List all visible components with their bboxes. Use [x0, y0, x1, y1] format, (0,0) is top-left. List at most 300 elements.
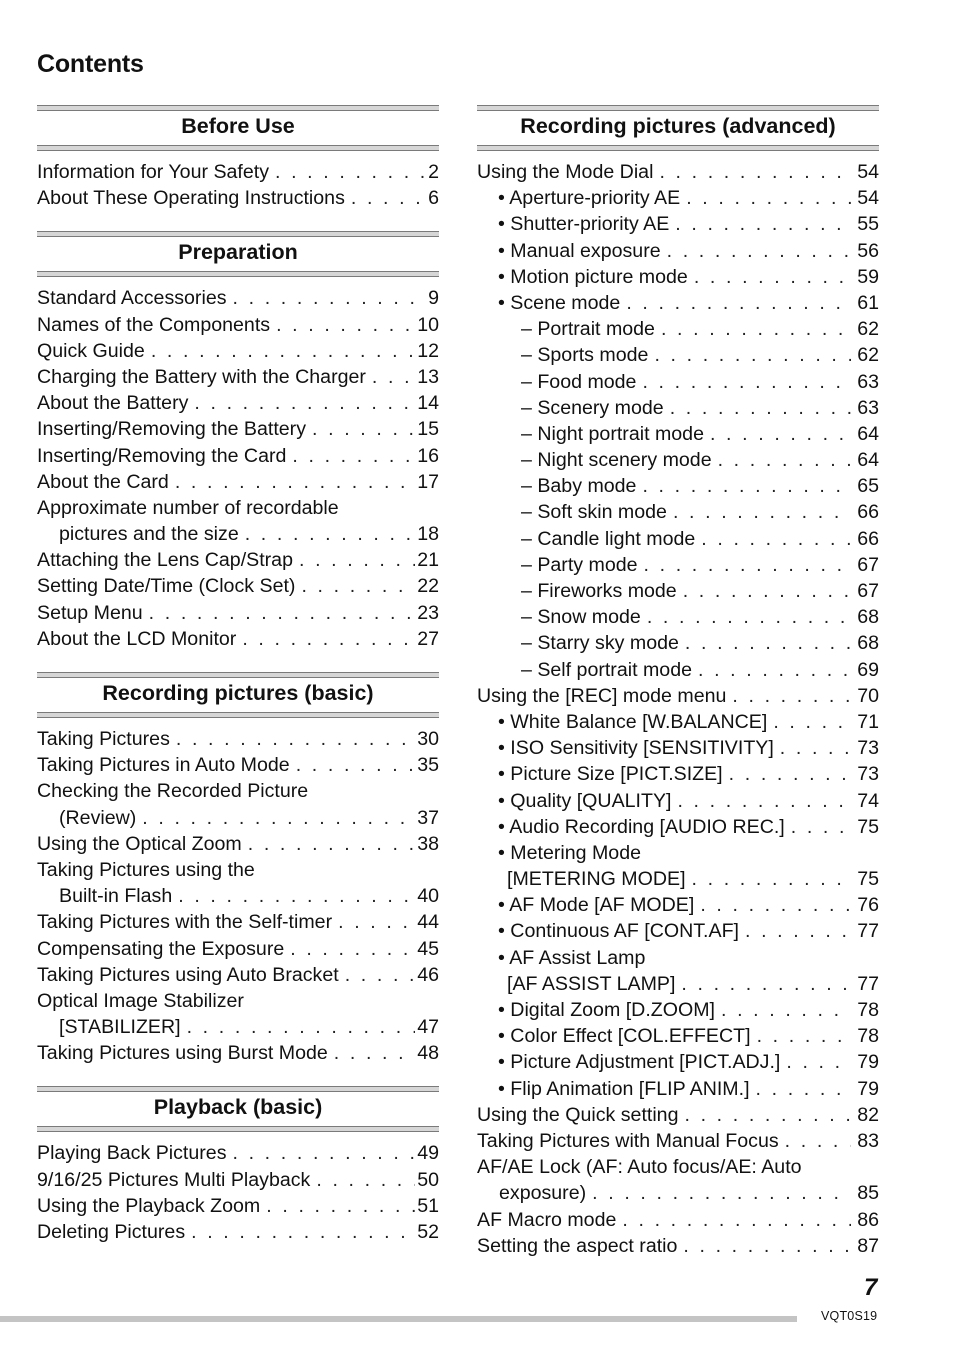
dot-leader [142, 805, 415, 831]
section-heading [37, 1086, 439, 1132]
toc-entry[interactable] [37, 1040, 439, 1066]
dot-leader [233, 1140, 416, 1166]
toc-section-preparation [37, 231, 439, 652]
toc-entry-label: About These Operating Instructions [37, 187, 345, 210]
toc-entry-page: 54 [857, 187, 879, 210]
toc-right-column [477, 105, 879, 1259]
toc-entry-page: 18 [417, 523, 439, 546]
toc-entry-page: 22 [417, 575, 439, 598]
toc-entry[interactable] [37, 285, 439, 311]
toc-entry[interactable] [37, 547, 439, 573]
dot-leader [187, 1014, 416, 1040]
toc-entry[interactable] [37, 988, 439, 1014]
toc-entry-label: • Color Effect [COL.EFFECT] [498, 1025, 751, 1048]
toc-entry-page: 47 [417, 1016, 439, 1039]
dot-leader [275, 159, 426, 185]
dot-leader [338, 909, 415, 935]
toc-entry-label: – Sports mode [521, 344, 649, 367]
dot-leader [732, 683, 851, 709]
toc-entry[interactable] [477, 447, 879, 473]
toc-entry[interactable] [477, 866, 879, 892]
toc-section-recording-pictures-basic [37, 672, 439, 1066]
toc-entry-label: • Flip Animation [FLIP ANIM.] [498, 1077, 750, 1100]
toc-entry-label: [METERING MODE] [507, 868, 686, 891]
toc-entry-label: – Soft skin mode [521, 501, 667, 524]
page-number: 7 [864, 1274, 878, 1301]
toc-entry-page: 6 [428, 187, 439, 210]
toc-entry[interactable] [37, 726, 439, 752]
toc-entry-page: 74 [857, 789, 879, 812]
toc-entry-page: 17 [417, 470, 439, 493]
section-heading-text: Before Use [181, 114, 295, 138]
toc-entry-label: Inserting/Removing the Card [37, 444, 287, 467]
toc-section-playback-basic [37, 1086, 439, 1245]
toc-entry-label: • Digital Zoom [D.ZOOM] [498, 999, 715, 1021]
toc-entry-label: AF/AE Lock (AF: Auto focus/AE: Auto [477, 1156, 802, 1179]
toc-entry-page: 83 [857, 1129, 879, 1152]
toc-entry-page: 40 [417, 885, 439, 908]
dot-leader [685, 630, 851, 656]
toc-entry[interactable] [37, 1193, 439, 1219]
toc-entry[interactable] [477, 840, 879, 866]
toc-entry-page: 64 [857, 422, 879, 445]
toc-entry[interactable] [477, 814, 879, 840]
toc-entry[interactable] [477, 342, 879, 368]
toc-entry-page: 75 [857, 815, 879, 838]
toc-entry-label: • Continuous AF [CONT.AF] [498, 920, 739, 943]
toc-entry-label: Using the Quick setting [477, 1103, 679, 1126]
toc-entry[interactable] [477, 630, 879, 656]
toc-entry-page: 87 [857, 1234, 879, 1257]
dot-leader [176, 726, 415, 752]
toc-entry-label: Approximate number of recordable [37, 496, 339, 519]
toc-entry[interactable] [37, 831, 439, 857]
dot-leader [642, 473, 851, 499]
heading-rule-top [37, 105, 439, 111]
toc-entry[interactable] [477, 369, 879, 395]
dot-leader [276, 312, 415, 338]
toc-entry[interactable] [477, 395, 879, 421]
toc-entry-label: • Shutter-priority AE [498, 213, 670, 236]
toc-entry-label: Taking Pictures in Auto Mode [37, 754, 290, 777]
dot-leader [301, 573, 415, 599]
toc-entry-label: Information for Your Safety [37, 161, 269, 183]
toc-entry[interactable] [477, 971, 879, 997]
toc-entry-page: 73 [857, 763, 879, 786]
toc-entry-label: About the LCD Monitor [37, 627, 237, 650]
toc-entry[interactable] [37, 752, 439, 778]
dot-leader [683, 1233, 851, 1259]
toc-entry-page: 30 [417, 728, 439, 750]
toc-entry-label: Taking Pictures using Auto Bracket [37, 963, 339, 986]
dot-leader [673, 499, 851, 525]
toc-entry[interactable] [477, 1102, 879, 1128]
toc-entry[interactable] [37, 805, 439, 831]
dot-leader [729, 761, 851, 787]
toc-entry-page: 50 [417, 1168, 439, 1191]
dot-leader [773, 709, 851, 735]
toc-entry[interactable] [37, 159, 439, 185]
toc-entry-page: 67 [857, 553, 879, 576]
dot-leader [299, 547, 415, 573]
dot-leader [692, 866, 851, 892]
toc-entry[interactable] [37, 416, 439, 442]
dot-leader [647, 604, 851, 630]
toc-entry-page: 76 [857, 894, 879, 917]
toc-entry[interactable] [477, 290, 879, 316]
heading-rule-bottom [477, 145, 879, 151]
dot-leader [642, 369, 851, 395]
dot-leader [312, 416, 415, 442]
toc-entry-label: – Candle light mode [521, 527, 696, 550]
toc-entry-page: 54 [857, 161, 879, 183]
dot-leader [622, 1207, 851, 1233]
toc-entry-page: 51 [417, 1194, 439, 1217]
toc-entry-label: Attaching the Lens Cap/Strap [37, 549, 293, 572]
toc-entry-label: Setting Date/Time (Clock Set) [37, 575, 296, 598]
toc-entry-page: 35 [417, 754, 439, 777]
toc-entry-label: • AF Assist Lamp [498, 946, 646, 969]
footer-divider [0, 1316, 797, 1322]
toc-entry-label: • AF Mode [AF MODE] [498, 894, 695, 917]
toc-entry-page: 63 [857, 370, 879, 393]
dot-leader [700, 892, 851, 918]
toc-entry-page: 48 [417, 1042, 439, 1065]
section-heading-text: Preparation [178, 240, 298, 265]
toc-entry[interactable] [477, 526, 879, 552]
toc-entry[interactable] [477, 1180, 879, 1206]
toc-entry-label: Taking Pictures using the [37, 858, 255, 881]
toc-section-before-use [37, 105, 439, 211]
dot-leader [686, 185, 851, 211]
dot-leader [698, 657, 851, 683]
dot-leader [149, 600, 416, 626]
toc-entry-label: Names of the Components [37, 313, 271, 336]
toc-entry[interactable] [37, 443, 439, 469]
toc-entry-label: • Motion picture mode [498, 265, 688, 288]
toc-entry-label: Taking Pictures [37, 728, 170, 750]
toc-entry[interactable] [477, 499, 879, 525]
toc-entry[interactable] [37, 338, 439, 364]
dot-leader [292, 443, 415, 469]
toc-entry[interactable] [477, 264, 879, 290]
toc-entry-label: – Starry sky mode [521, 632, 679, 655]
toc-entry[interactable] [37, 390, 439, 416]
toc-entry-page: 78 [857, 1025, 879, 1048]
toc-entry-label: – Night scenery mode [521, 449, 712, 472]
toc-entry-page: 63 [857, 396, 879, 419]
toc-entry-label: exposure) [499, 1182, 587, 1205]
toc-entry-label: Optical Image Stabilizer [37, 989, 244, 1012]
toc-entry[interactable] [477, 604, 879, 630]
toc-entry-label: Compensating the Exposure [37, 937, 285, 960]
toc-entry-label: • Manual exposure [498, 239, 661, 262]
toc-entry-label: Using the [REC] mode menu [477, 684, 727, 707]
toc-entry[interactable] [37, 909, 439, 935]
section-heading [37, 105, 439, 151]
toc-entry-label: Standard Accessories [37, 287, 227, 310]
toc-entry-page: 78 [857, 999, 879, 1021]
toc-entry-label: Playing Back Pictures [37, 1142, 227, 1165]
toc-entry-label: [STABILIZER] [59, 1016, 181, 1039]
toc-entry-label: – Scenery mode [521, 396, 664, 419]
toc-entry-label: Using the Playback Zoom [37, 1194, 261, 1217]
toc-entry[interactable] [37, 364, 439, 390]
dot-leader [626, 290, 851, 316]
toc-entry[interactable] [477, 578, 879, 604]
toc-entry-label: Setup Menu [37, 601, 143, 624]
toc-entry-page: 85 [857, 1182, 879, 1205]
dot-leader [745, 918, 851, 944]
toc-entry-page: 15 [417, 418, 439, 441]
toc-entry-label: • ISO Sensitivity [SENSITIVITY] [498, 737, 774, 760]
toc-entry-label: – Fireworks mode [521, 580, 677, 602]
toc-entry[interactable] [37, 778, 439, 804]
toc-entry[interactable] [477, 1128, 879, 1154]
toc-entry[interactable] [37, 495, 439, 521]
document-code: VQT0S19 [821, 1309, 878, 1323]
toc-entry[interactable] [37, 1219, 439, 1245]
toc-entry-page: 67 [857, 580, 879, 602]
toc-entry[interactable] [37, 1140, 439, 1166]
toc-entry[interactable] [37, 573, 439, 599]
toc-entry-page: 13 [417, 365, 439, 388]
toc-entry[interactable] [477, 1049, 879, 1075]
dot-leader [757, 1023, 851, 1049]
toc-entry-page: 68 [857, 606, 879, 629]
dot-leader [785, 1128, 851, 1154]
toc-entry[interactable] [477, 788, 879, 814]
toc-entry-label: Using the Mode Dial [477, 161, 654, 183]
toc-entry[interactable] [477, 1233, 879, 1259]
toc-entry-page: 59 [857, 265, 879, 288]
heading-rule-bottom [37, 1126, 439, 1132]
toc-entry[interactable] [477, 735, 879, 761]
section-heading-text: Playback (basic) [153, 1095, 323, 1120]
toc-entry[interactable] [37, 600, 439, 626]
toc-entry-page: 12 [417, 339, 439, 362]
toc-entry[interactable] [37, 1167, 439, 1193]
toc-entry-label: – Food mode [521, 370, 637, 393]
dot-leader [296, 752, 416, 778]
toc-entry-page: 70 [857, 684, 879, 707]
dot-leader [178, 883, 415, 909]
heading-rule-bottom [37, 271, 439, 277]
dot-leader [175, 469, 415, 495]
dot-leader [592, 1180, 851, 1206]
dot-leader [701, 526, 851, 552]
toc-entry-label: – Self portrait mode [521, 658, 692, 681]
dot-leader [681, 971, 851, 997]
dot-leader [242, 626, 415, 652]
toc-entry[interactable] [477, 238, 879, 264]
toc-entry-label: Deleting Pictures [37, 1221, 186, 1243]
toc-entry-page: 82 [857, 1103, 879, 1126]
dot-leader [334, 1040, 415, 1066]
toc-entry[interactable] [477, 945, 879, 971]
dot-leader [721, 997, 851, 1023]
toc-entry-page: 77 [857, 972, 879, 995]
toc-entry[interactable] [477, 211, 879, 237]
toc-entry[interactable] [477, 316, 879, 342]
toc-entry[interactable] [477, 185, 879, 211]
dot-leader [677, 788, 851, 814]
dot-leader [266, 1193, 415, 1219]
dot-leader [791, 814, 851, 840]
toc-entry[interactable] [477, 918, 879, 944]
toc-entry-label: Taking Pictures with the Self-timer [37, 911, 333, 934]
toc-entry[interactable] [37, 883, 439, 909]
toc-entry[interactable] [37, 312, 439, 338]
page-title: Contents [37, 50, 144, 78]
toc-entry-page: 45 [417, 937, 439, 960]
toc-entry-page: 66 [857, 527, 879, 550]
toc-entry[interactable] [37, 185, 439, 211]
toc-entry-label: Using the Optical Zoom [37, 832, 242, 855]
toc-entry-page: 46 [417, 963, 439, 986]
heading-rule-top [37, 672, 439, 678]
toc-entry[interactable] [477, 761, 879, 787]
toc-entry[interactable] [477, 552, 879, 578]
section-heading-text: Recording pictures (advanced) [520, 114, 836, 138]
dot-leader [290, 936, 415, 962]
dot-leader [372, 364, 415, 390]
toc-entry-label: AF Macro mode [477, 1208, 617, 1231]
toc-entry-label: • Picture Size [PICT.SIZE] [498, 763, 723, 786]
toc-entry-label: Inserting/Removing the Battery [37, 418, 307, 441]
toc-entry-page: 66 [857, 501, 879, 524]
toc-entry-page: 9 [428, 287, 439, 310]
dot-leader [661, 316, 851, 342]
toc-entry-label: • Quality [QUALITY] [498, 789, 672, 812]
toc-entry-page: 69 [857, 658, 879, 681]
toc-entry[interactable] [477, 683, 879, 709]
toc-entry-label: • Scene mode [498, 291, 621, 314]
dot-leader [756, 1076, 851, 1102]
toc-entry-page: 16 [417, 444, 439, 467]
dot-leader [667, 238, 851, 264]
toc-entry-label: Charging the Battery with the Charger [37, 365, 366, 388]
toc-entry-label: Checking the Recorded Picture [37, 780, 309, 803]
toc-entry[interactable] [37, 936, 439, 962]
toc-section-recording-pictures-advanced [477, 105, 879, 1259]
toc-entry-page: 64 [857, 449, 879, 472]
toc-entry-label: – Party mode [521, 553, 638, 576]
dot-leader [670, 395, 851, 421]
toc-entry-page: 77 [857, 920, 879, 943]
toc-entry-page: 52 [417, 1221, 439, 1243]
dot-leader [351, 185, 426, 211]
heading-rule-top [37, 1086, 439, 1092]
toc-entry-page: 71 [857, 710, 879, 733]
toc-entry-label: – Night portrait mode [521, 422, 704, 445]
toc-entry[interactable] [37, 1014, 439, 1040]
dot-leader [151, 338, 415, 364]
section-heading-text: Recording pictures (basic) [102, 681, 374, 705]
toc-entry-page: 49 [417, 1142, 439, 1165]
toc-entry[interactable] [477, 1076, 879, 1102]
dot-leader [191, 1219, 415, 1245]
dot-leader [316, 1167, 415, 1193]
section-heading [37, 672, 439, 718]
toc-entry-label: 9/16/25 Pictures Multi Playback [37, 1168, 311, 1191]
heading-rule-bottom [37, 145, 439, 151]
toc-entry-label: • Aperture-priority AE [498, 187, 681, 210]
toc-entry[interactable] [37, 962, 439, 988]
dot-leader [710, 421, 851, 447]
toc-entry[interactable] [477, 709, 879, 735]
toc-entry[interactable] [37, 521, 439, 547]
toc-entry-page: 37 [417, 806, 439, 829]
dot-leader [694, 264, 851, 290]
toc-entry[interactable] [477, 159, 879, 185]
toc-entry-label: [AF ASSIST LAMP] [507, 972, 676, 995]
toc-entry-label: About the Battery [37, 392, 189, 415]
toc-entry[interactable] [477, 421, 879, 447]
toc-entry-label: Built-in Flash [59, 885, 173, 908]
toc-entry[interactable] [477, 657, 879, 683]
toc-entry[interactable] [477, 1154, 879, 1180]
toc-entry-page: 62 [857, 344, 879, 367]
dot-leader [675, 211, 851, 237]
toc-entry-label: – Snow mode [521, 606, 641, 629]
dot-leader [683, 578, 851, 604]
toc-entry-page: 23 [417, 601, 439, 624]
toc-entry[interactable] [477, 997, 879, 1023]
toc-entry-label: • Picture Adjustment [PICT.ADJ.] [498, 1051, 781, 1074]
toc-entry-page: 75 [857, 868, 879, 891]
toc-entry[interactable] [477, 1023, 879, 1049]
toc-entry[interactable] [37, 857, 439, 883]
dot-leader [248, 831, 415, 857]
dot-leader [659, 159, 851, 185]
heading-rule-top [37, 231, 439, 237]
toc-entry-label: Quick Guide [37, 339, 145, 362]
toc-entry[interactable] [37, 626, 439, 652]
toc-entry-page: 38 [417, 832, 439, 855]
dot-leader [684, 1102, 851, 1128]
dot-leader [245, 521, 415, 547]
dot-leader [718, 447, 851, 473]
toc-entry[interactable] [477, 892, 879, 918]
toc-entry-page: 79 [857, 1077, 879, 1100]
toc-entry-label: About the Card [37, 470, 169, 493]
toc-entry-page: 14 [417, 392, 439, 415]
toc-entry-label: (Review) [59, 806, 137, 829]
toc-entry-label: Taking Pictures using Burst Mode [37, 1042, 328, 1065]
toc-entry-page: 21 [417, 549, 439, 572]
heading-rule-bottom [37, 712, 439, 718]
toc-entry-label: • White Balance [W.BALANCE] [498, 710, 768, 733]
heading-rule-top [477, 105, 879, 111]
toc-left-column [37, 105, 439, 1245]
dot-leader [780, 735, 851, 761]
toc-entry-page: 62 [857, 318, 879, 341]
toc-entry-label: Taking Pictures with Manual Focus [477, 1129, 779, 1152]
toc-entry-page: 68 [857, 632, 879, 655]
toc-entry[interactable] [477, 1207, 879, 1233]
toc-entry-page: 73 [857, 737, 879, 760]
toc-entry-page: 44 [417, 911, 439, 934]
toc-entry[interactable] [37, 469, 439, 495]
toc-entry-label: • Audio Recording [AUDIO REC.] [498, 815, 785, 838]
dot-leader [654, 342, 851, 368]
section-heading [477, 105, 879, 151]
toc-entry[interactable] [477, 473, 879, 499]
toc-entry-page: 56 [857, 239, 879, 262]
toc-entry-page: 27 [417, 627, 439, 650]
dot-leader [194, 390, 415, 416]
